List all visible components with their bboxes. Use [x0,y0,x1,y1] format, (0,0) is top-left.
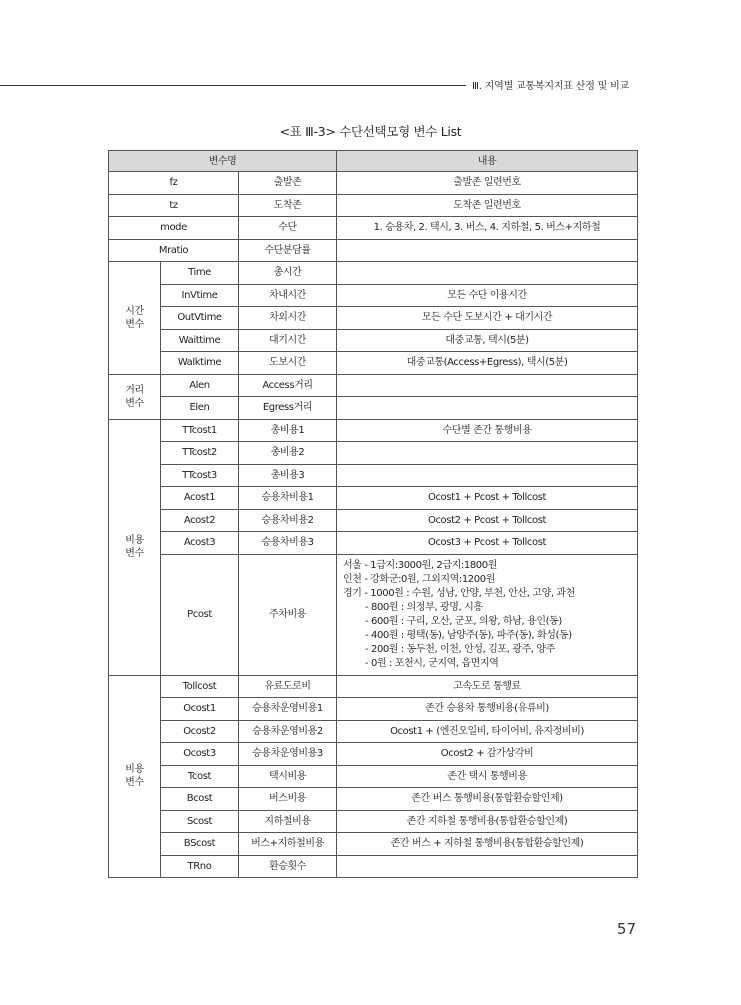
var-cell: InVtime [161,284,239,307]
desc-line: - 200원 : 동두천, 이천, 안성, 김포, 광주, 양주 [365,643,555,655]
kr-cell: 버스비용 [239,788,337,811]
kr-cell: 도착존 [239,194,337,217]
kr-cell: 버스+지하철비용 [239,833,337,856]
kr-cell: 수단분담률 [239,239,337,262]
table-row [109,743,638,766]
table-row [109,554,638,675]
table-row [109,217,638,240]
var-cell: Acost3 [161,532,239,555]
var-cell: BScost [161,833,239,856]
kr-cell: 총시간 [239,262,337,285]
table-row [109,698,638,721]
var-cell: TTcost3 [161,464,239,487]
table-row [109,532,638,555]
table-row [109,720,638,743]
desc-cell: 대중교통, 택시(5분) [337,329,638,352]
kr-cell: 차외시간 [239,307,337,330]
table-row [109,329,638,352]
var-cell: Acost2 [161,509,239,532]
desc-cell: 존간 택시 통행비용 [337,765,638,788]
var-cell: Waittime [161,329,239,352]
group-time-variables: 시간 변수 [109,262,161,375]
kr-cell: 환승횟수 [239,855,337,878]
var-cell: TRno [161,855,239,878]
variable-table [108,150,638,878]
desc-cell: 고속도로 통행료 [337,675,638,698]
table-row [109,788,638,811]
kr-cell: 유료도로비 [239,675,337,698]
var-cell: Tollcost [161,675,239,698]
header-content: 내용 [337,151,638,172]
chapter-header: Ⅲ. 지역별 교통복지지표 산정 및 비교 [472,81,630,92]
kr-cell: 승용차비용2 [239,509,337,532]
var-cell: Alen [161,374,239,397]
var-cell: Ocost3 [161,743,239,766]
desc-cell: Ocost2 + Pcost + Tollcost [337,509,638,532]
group-cost-variables-1: 비용 변수 [109,419,161,675]
table-row [109,487,638,510]
kr-cell: 승용차운영비용3 [239,743,337,766]
desc-cell [337,855,638,878]
group-cost-variables-2: 비용 변수 [109,675,161,878]
var-cell: Elen [161,397,239,420]
kr-cell: Egress거리 [239,397,337,420]
desc-cell: 1. 승용차, 2. 택시, 3. 버스, 4. 지하철, 5. 버스+지하철 [337,217,638,240]
kr-cell: 주차비용 [239,554,337,675]
page-number: 57 [616,920,636,938]
desc-cell: 존간 버스 + 지하철 통행비용(통합환승할인제) [337,833,638,856]
desc-cell: 존간 버스 통행비용(통합환승할인제) [337,788,638,811]
kr-cell: 택시비용 [239,765,337,788]
table-row [109,194,638,217]
table-row [109,464,638,487]
desc-cell: 존간 승용차 통행비용(유류비) [337,698,638,721]
var-cell: TTcost1 [161,419,239,442]
desc-cell: 도착존 일련번호 [337,194,638,217]
desc-cell [337,262,638,285]
kr-cell: 승용차비용1 [239,487,337,510]
kr-cell: 대기시간 [239,329,337,352]
desc-cell: 존간 지하철 통행비용(통합환승할인제) [337,810,638,833]
header-rule [0,85,466,86]
desc-cell: 모든 수단 도보시간 + 대기시간 [337,307,638,330]
desc-cell: Ocost1 + (엔진오일비, 타이어비, 유지정비비) [337,720,638,743]
kr-cell: 도보시간 [239,352,337,375]
var-cell: Ocost1 [161,698,239,721]
kr-cell: 승용차운영비용2 [239,720,337,743]
desc-cell [337,442,638,465]
var-cell: Tcost [161,765,239,788]
desc-line: - 0원 : 포천시, 군지역, 읍면지역 [365,657,499,669]
kr-cell: Access거리 [239,374,337,397]
desc-cell [337,374,638,397]
var-cell: Pcost [161,554,239,675]
desc-cell: 대중교통(Access+Egress), 택시(5분) [337,352,638,375]
kr-cell: 승용차운영비용1 [239,698,337,721]
kr-cell: 차내시간 [239,284,337,307]
var-cell: tz [109,194,239,217]
var-cell: Walktime [161,352,239,375]
table-row [109,374,638,397]
kr-cell: 승용차비용3 [239,532,337,555]
table-row [109,442,638,465]
desc-line: 경기 - 1000원 : 수원, 성남, 안양, 부천, 안산, 고양, 과천 [343,587,575,599]
table-row [109,284,638,307]
table-row [109,675,638,698]
desc-line: - 400원 : 평택(동), 남양주(동), 파주(동), 화성(동) [365,629,572,641]
table-row [109,262,638,285]
kr-cell: 총비용2 [239,442,337,465]
var-cell: Time [161,262,239,285]
table-header-row [109,151,638,172]
table-row [109,172,638,195]
var-cell: OutVtime [161,307,239,330]
table-row [109,833,638,856]
var-cell: Acost1 [161,487,239,510]
desc-cell [337,239,638,262]
desc-cell: Ocost1 + Pcost + Tollcost [337,487,638,510]
table-row [109,855,638,878]
desc-cell: 수단별 존간 통행비용 [337,419,638,442]
table-row [109,765,638,788]
var-cell: Scost [161,810,239,833]
table-row [109,239,638,262]
desc-cell [337,397,638,420]
desc-cell: 출발존 일련번호 [337,172,638,195]
var-cell: Bcost [161,788,239,811]
desc-cell: Ocost3 + Pcost + Tollcost [337,532,638,555]
header-var-name: 변수명 [109,151,337,172]
table-row [109,419,638,442]
desc-cell [337,464,638,487]
kr-cell: 총비용1 [239,419,337,442]
desc-cell: 모든 수단 이용시간 [337,284,638,307]
kr-cell: 출발존 [239,172,337,195]
var-cell: Mratio [109,239,239,262]
desc-line: - 600원 : 구리, 오산, 군포, 의왕, 하남, 용인(동) [365,615,562,627]
var-cell: Ocost2 [161,720,239,743]
table-row [109,397,638,420]
var-cell: fz [109,172,239,195]
var-cell: TTcost2 [161,442,239,465]
table-caption: <표 Ⅲ-3> 수단선택모형 변수 List [279,124,462,139]
desc-cell: Ocost2 + 감가상각비 [337,743,638,766]
kr-cell: 총비용3 [239,464,337,487]
var-cell: mode [109,217,239,240]
table-row [109,352,638,375]
desc-line: 서울 - 1급지:3000원, 2급지:1800원 [343,559,497,571]
table-row [109,509,638,532]
kr-cell: 수단 [239,217,337,240]
desc-line: - 800원 : 의정부, 광명, 시흥 [365,601,483,613]
table-row [109,307,638,330]
group-distance-variables: 거리 변수 [109,374,161,419]
parking-cost-desc [337,554,638,675]
table-row [109,810,638,833]
kr-cell: 지하철비용 [239,810,337,833]
desc-line: 인천 - 강화군:0원, 그외지역:1200원 [343,573,495,585]
